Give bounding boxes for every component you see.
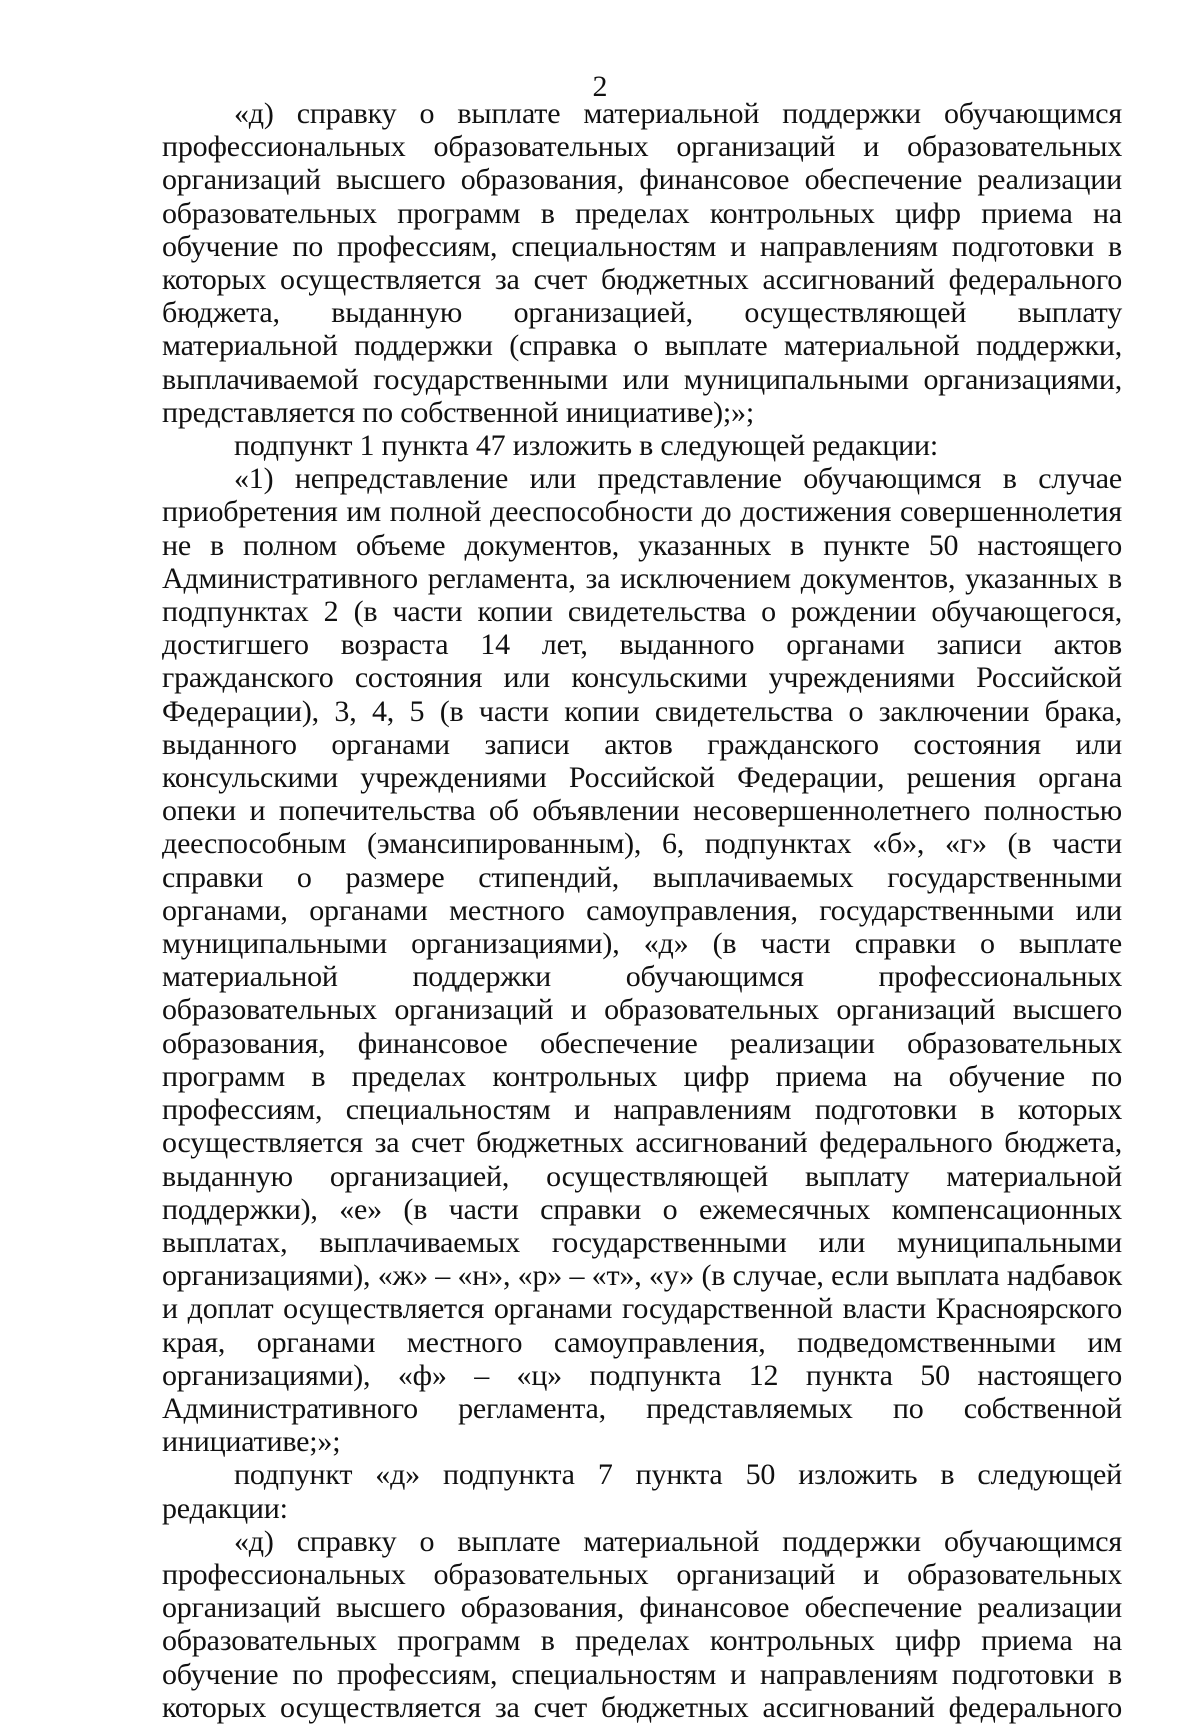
paragraph-item-1-non-submission: «1) непредставление или представление обучающимся в случае приобретения им полной дееспособности до достижения совершеннолетия не в полном объеме документов, указанных в пункте 50 настоящего Административного регламента, за исключением документов, указанных в подпунктах 2 (в части копии свидетельства о рождении обучающегося, достигшего возраста 14 лет, выданного органами записи актов гражданского состояния или консульскими учреждениями Российской Федерации), 3, 4, 5 (в части копии свидетельства о заключении брака, выданного органами записи актов гражданского состояния или консульскими учреждениями Российской Федерации, решения органа опеки и попечительства об объявлении несовершеннолетнего полностью дееспособным (эмансипированным), 6, подпунктах «б», «г» (в части справки о размере стипендий, выплачиваемых государственными органами, органами местного самоуправления, государственными или муниципальными организациями), «д» (в части справки о выплате материальной поддержки обучающимся профессиональных образовательных организаций и образовательных организаций высшего образования, финансовое обеспечение реализации образовательных программ в пределах контрольных цифр приема на обучение по профессиям, специальностям и направлениям подготовки в которых осуществляется за счет бюджетных ассигнований федерального бюджета, выданную организацией, осуществляющей выплату материальной поддержки), «е» (в части справки о ежемесячных компенсационных выплатах, выплачиваемых государственными или муниципальными организациями), «ж» – «н», «р» – «т», «у» (в случае, если выплата надбавок и доплат осуществляется органами государственной власти Красноярского края, органами местного самоуправления, подведомственными им организациями), «ф» – «ц» подпункта 12 пункта 50 настоящего Административного регламента, представляемых по собственной инициативе;»; bbox=[162, 462, 1122, 1459]
paragraph-item-d-certificate: «д) справку о выплате материальной поддержки обучающимся профессиональных образовательных организаций и образовательных организаций высшего образования, финансовое обеспечение реализации образовательных программ в пределах контрольных цифр приема на обучение по профессиям, специальностям и направлениям подготовки в которых осуществляется за счет бюджетных ассигнований федерального бюджета, выданную организацией, осуществляющей выплату материальной поддержки (справка о выплате материальной поддержки, выплачиваемой государственными или муниципальными организациями, представляется по собственной инициативе);»; bbox=[162, 97, 1122, 429]
paragraph-item-d-new-wording: «д) справку о выплате материальной поддержки обучающимся профессиональных образовательных организаций и образовательных организаций высшего образования, финансовое обеспечение реализации образовательных программ в пределах контрольных цифр приема на обучение по профессиям, специальностям и направлениям подготовки в которых осуществляется за счет бюджетных ассигнований федерального bbox=[162, 1524, 1122, 1724]
paragraph-amendment-point-50: подпункт «д» подпункта 7 пункта 50 изложить в следующей редакции: bbox=[162, 1458, 1122, 1525]
document-body bbox=[162, 97, 1122, 1724]
paragraph-amendment-point-47: подпункт 1 пункта 47 изложить в следующей редакции: bbox=[234, 429, 939, 463]
page-number: 2 bbox=[592, 70, 608, 103]
